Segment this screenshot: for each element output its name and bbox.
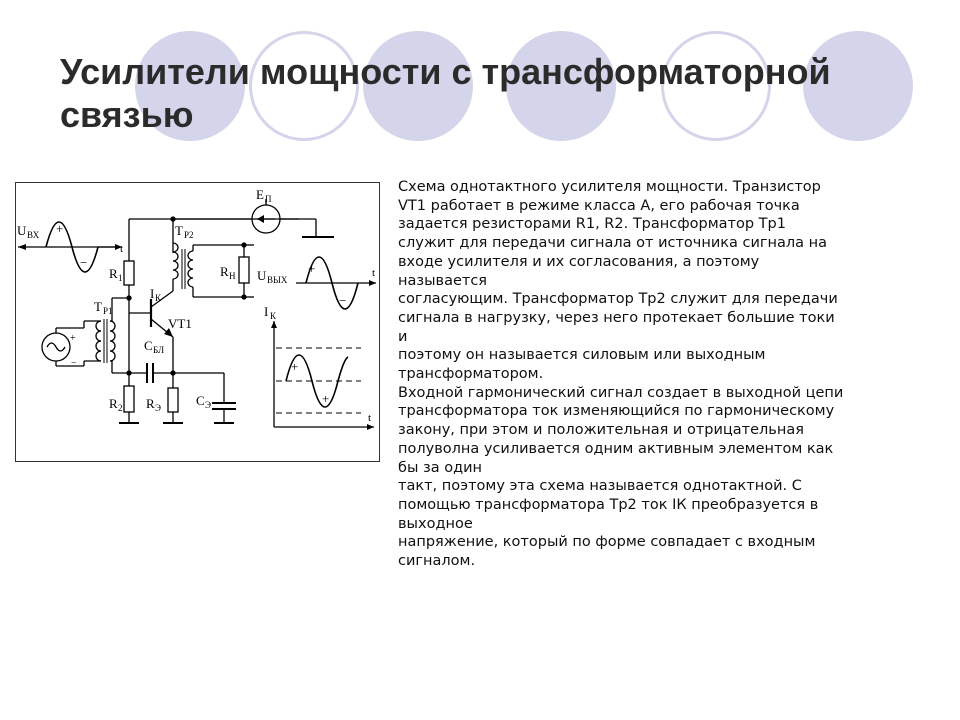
description-line: полуволна усиливается одним активным элементом как [398,440,834,457]
description-line: помощью трансформатора Тр2 ток IК преобразуется в [398,496,819,513]
label-ik: I [150,286,155,301]
label-u-in: U [17,223,27,238]
description-line: поэтому он называется силовым или выходным [398,347,766,364]
description-line: служит для передачи сигнала от источника сигнала на [398,235,828,252]
label-rn: R [220,264,229,279]
description-line: называется [398,272,488,289]
description-line: трансформатором. [398,366,544,383]
label-ep-sub: П [265,194,272,204]
description-line: выходное [398,515,473,532]
label-re-sub: Э [155,403,161,413]
label-out-minus: − [339,293,347,308]
label-tp1-sub: Р1 [103,306,113,316]
collector-current-graph [271,321,374,430]
description-line: и [398,328,408,345]
slide-title [60,50,920,136]
slide-title-line-2: связью [60,94,194,135]
label-ik-axis-sub: К [270,311,277,321]
label-r2-sub: 2 [118,403,123,413]
label-ce: С [196,393,205,408]
description-line: напряжение, который по форме совпадает с входным [398,534,816,551]
blocking-capacitor [129,363,173,383]
label-rn-sub: Н [229,271,236,281]
slide-title-line-1: Усилители мощности с трансформаторной [60,51,831,92]
label-in-t: t [120,243,124,255]
label-out-t: t [372,267,376,279]
signal-source [42,321,84,366]
label-tp2: Т [175,223,183,238]
label-cbl-sub: БЛ [153,345,165,355]
label-u-in-sub: ВХ [27,230,40,240]
label-u-out: U [257,268,267,283]
label-re: R [146,396,155,411]
label-cbl: С [144,338,153,353]
description-text [398,178,898,571]
load-resistor [239,243,254,299]
label-tp2-sub: Р2 [184,230,194,240]
label-ep: Е [256,187,264,202]
label-ik-plus-2: + [322,391,330,406]
label-in-minus: − [80,255,88,270]
label-ik-axis: I [264,304,269,319]
label-src-plus: + [70,333,76,344]
description-line: Схема однотактного усилителя мощности. Транзистор [398,179,821,195]
circuit-diagram [15,182,380,462]
label-ik-sub: К [155,293,162,303]
description-line: такт, поэтому эта схема называется однотактной. С [398,478,802,495]
description-line: трансформатора ток изменяющийся по гармоническому [398,403,835,420]
label-u-out-sub: ВЫХ [267,275,288,285]
description-line: задается резисторами R1, R2. Трансформатор Тр1 [398,216,786,233]
description-line: Входной гармонический сигнал создает в выходной цепи [398,384,844,401]
label-r1: R [109,266,118,281]
label-ik-t: t [368,412,372,424]
description-line: VT1 работает в режиме класса А, его рабочая точка [398,197,800,214]
label-ce-sub: Э [205,400,211,410]
description-line: входе усилителя и их согласования, а поэтому [398,253,760,270]
power-supply [173,199,334,237]
label-tp1: Т [94,299,102,314]
label-ik-plus: + [291,359,299,374]
label-src-minus: − [71,358,77,369]
description-line: сигнала в нагрузку, через него протекает большие токи [398,309,835,326]
description-line: бы за один [398,459,483,476]
label-out-plus: + [308,261,316,276]
label-vt1: VT1 [168,316,192,331]
label-r1-sub: 1 [118,273,123,283]
label-r2: R [109,396,118,411]
description-line: закону, при этом и положительная и отрицательная [398,422,804,439]
circuit-schematic [16,183,381,463]
description-line: согласующим. Трансформатор Тр2 служит для передачи [398,291,838,308]
description-line: сигналом. [398,553,476,570]
label-in-plus: + [56,221,64,236]
